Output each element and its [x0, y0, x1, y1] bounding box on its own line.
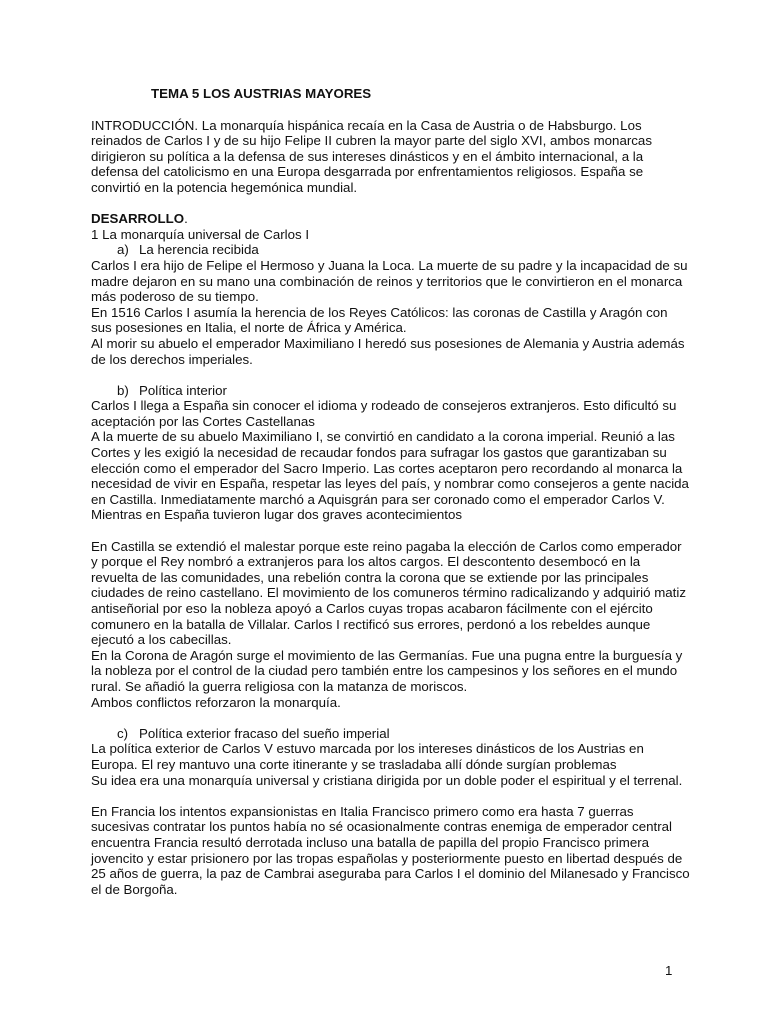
intro-paragraph: INTRODUCCIÓN. La monarquía hispánica recaía en la Casa de Austria o de Habsburgo. Los reinados de Carlos I y de su hijo Felipe II cubren la mayor parte del siglo XVI, ambos monarcas dirigieron su política a la defensa de sus intereses dinásticos y en el ámbito internacional, a la defensa del catolicismo en una Europa desgarrada por enfrentamientos religiosos. España se convirtió en la potencia hegemónica mundial.: [91, 117, 652, 195]
aragon-paragraph: En la Corona de Aragón surge el movimiento de las Germanías. Fue una pugna entre la burguesía y la nobleza por el control de la ciudad pero también entre los campesinos y los señores en el mundo rural. Se añadió la guerra religiosa con la matanza de moriscos.: [91, 647, 683, 694]
subsection-b-letter: b): [117, 382, 129, 398]
spacer: [91, 710, 691, 726]
c-paragraph-2: Su idea era una monarquía universal y cristiana dirigida por un doble poder el espiritual y el terrenal.: [91, 772, 683, 788]
subsection-a-heading: [91, 242, 691, 258]
spacer: [91, 523, 691, 539]
document-body: [91, 86, 691, 897]
desarrollo-line: [91, 211, 691, 227]
c-paragraph-1: La política exterior de Carlos V estuvo marcada por los intereses dinásticos de los Austrias en Europa. El rey mantuvo una corte itinerante y se trasladaba allí dónde surgían problemas: [91, 741, 644, 772]
b-paragraph-1: Carlos I llega a España sin conocer el idioma y rodeado de consejeros extranjeros. Esto dificultó su aceptación por las Cortes Castellanas: [91, 398, 677, 429]
subsection-b-heading: [91, 383, 691, 399]
desarrollo-heading: DESARROLLO: [91, 211, 185, 227]
castilla-paragraph: En Castilla se extendió el malestar porque este reino pagaba la elección de Carlos como emperador y porque el Rey nombró a extranjeros para los altos cargos. El descontento desembocó en la revuelta de las comunidades, una rebelión contra la corona que se extiende por las principales ciudades de reino castellano. El movimiento de los comuneros término radicalizando y adquirió matiz antiseñorial por eso la nobleza apoyó a Carlos cuyas tropas acabaron fácilmente con el ejército comunero en la batalla de Villalar. Carlos I rectificó sus errores, perdonó a los rebeldes aunque ejecutó a los cabecillas.: [91, 538, 686, 648]
a-paragraph-1: Carlos I era hijo de Felipe el Hermoso y Juana la Loca. La muerte de su padre y la incapacidad de su madre dejaron en su mano una combinación de reinos y territorios que le convirtieron en el monarca más poderoso de su tiempo.: [91, 257, 688, 305]
subsection-a-title: La herencia recibida: [139, 242, 259, 258]
conflicts-paragraph: Ambos conflictos reforzaron la monarquía.: [91, 694, 341, 710]
b-paragraph-2: A la muerte de su abuelo Maximiliano I, se convirtió en candidato a la corona imperial. Reunió a las Cortes y les exigió la necesidad de recaudar fondos para sufragar los gastos que garantizaban su elección como el emperador del Sacro Imperio. Las cortes aceptaron pero recordando al monarca la necesidad de vivir en España, respetar las leyes del país, y nombrar como consejeros a gente nacida en Castilla. Inmediatamente marchó a Aquisgrán para ser coronado como el emperador Carlos V.: [91, 429, 689, 507]
b-paragraph-3: Mientras en España tuvieron lugar dos graves acontecimientos: [91, 507, 463, 523]
subsection-b-title: Política interior: [139, 382, 227, 398]
subsection-c-heading: [91, 726, 691, 742]
francia-paragraph: En Francia los intentos expansionistas en Italia Francisco primero como era hasta 7 guerras sucesivas contratar los puntos había no sé ocasionalmente contras enemiga de emperador central encuentra Francia resultó derrotada incluso una batalla de papilla del propio Francisco primera jovencito y estar prisionero por las tropas españolas y posteriormente puesto en libertad después de 25 años de guerra, la paz de Cambrai aseguraba para Carlos I el dominio del Milanesado y Francisco el de Borgoña.: [91, 803, 690, 897]
page-number: 1: [665, 963, 673, 978]
subsection-a-letter: a): [117, 242, 129, 258]
spacer: [91, 196, 691, 212]
section-1-title: 1 La monarquía universal de Carlos I: [91, 226, 310, 242]
page-title: TEMA 5 LOS AUSTRIAS MAYORES: [151, 86, 372, 101]
spacer: [91, 788, 691, 804]
desarrollo-dot: .: [184, 211, 188, 227]
a-paragraph-2: En 1516 Carlos I asumía la herencia de los Reyes Católicos: las coronas de Castilla y Aragón con sus posesiones en Italia, el norte de África y América.: [91, 304, 668, 336]
a-paragraph-3: Al morir su abuelo el emperador Maximiliano I heredó sus posesiones de Alemania y Austria además de los derechos imperiales.: [91, 335, 685, 367]
subsection-c-title: Política exterior fracaso del sueño imperial: [139, 725, 390, 741]
subsection-c-letter: c): [117, 725, 129, 741]
spacer: [91, 367, 691, 383]
